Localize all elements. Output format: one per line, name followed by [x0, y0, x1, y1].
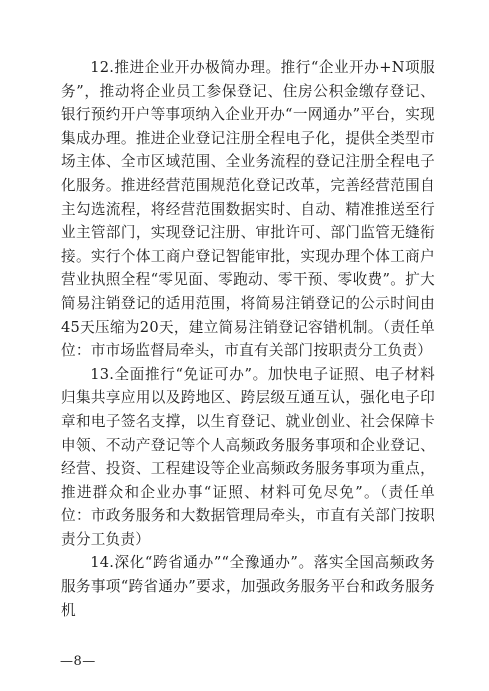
paragraph-item-13: 13.全面推行“免证可办”。加快电子证照、电子材料归集共享应用以及跨地区、跨层级互通互认，强化电子印章和电子签名支撑，以生育登记、就业创业、社会保障卡申领、不动产登记等个人高频政务服务事项和企业登记、经营、投资、工程建设等企业高频政务服务事项为重点，推进群众和企业办事“证照、材料可免尽免”。（责任单位：市政务服务和大数据管理局牵头，市直有关部门按职责分工负责） [61, 365, 435, 548]
page-number: —8— [60, 654, 96, 669]
paragraph-item-14: 14.深化“跨省通办”“全豫通办”。落实全国高频政务服务事项“跨省通办”要求，加强政务服务平台和政务服务机 [61, 554, 435, 619]
paragraph-item-12: 12.推进企业开办极简办理。推行“企业开办+N项服务”，推动将企业员工参保登记、住房公积金缴存登记、银行预约开户等事项纳入企业开办“一网通办”平台，实现集成办理。推进企业登记注册全程电子化，提供全类型市场主体、全市区域范围、全业务流程的登记注册全程电子化服务。推进经营范围规范化登记改革，完善经营范围自主勾选流程，将经营范围数据实时、自动、精准推送至行业主管部门，实现登记注册、审批许可、部门监管无缝衔接。实行个体工商户登记智能审批，实现办理个体工商户营业执照全程“零见面、零跑动、零干预、零收费”。扩大简易注销登记的适用范围，将简易注销登记的公示时间由45天压缩为20天，建立简易注销登记容错机制。（责任单位：市市场监督局牵头，市直有关部门按职责分工负责） [61, 59, 435, 360]
document-body [61, 56, 435, 622]
